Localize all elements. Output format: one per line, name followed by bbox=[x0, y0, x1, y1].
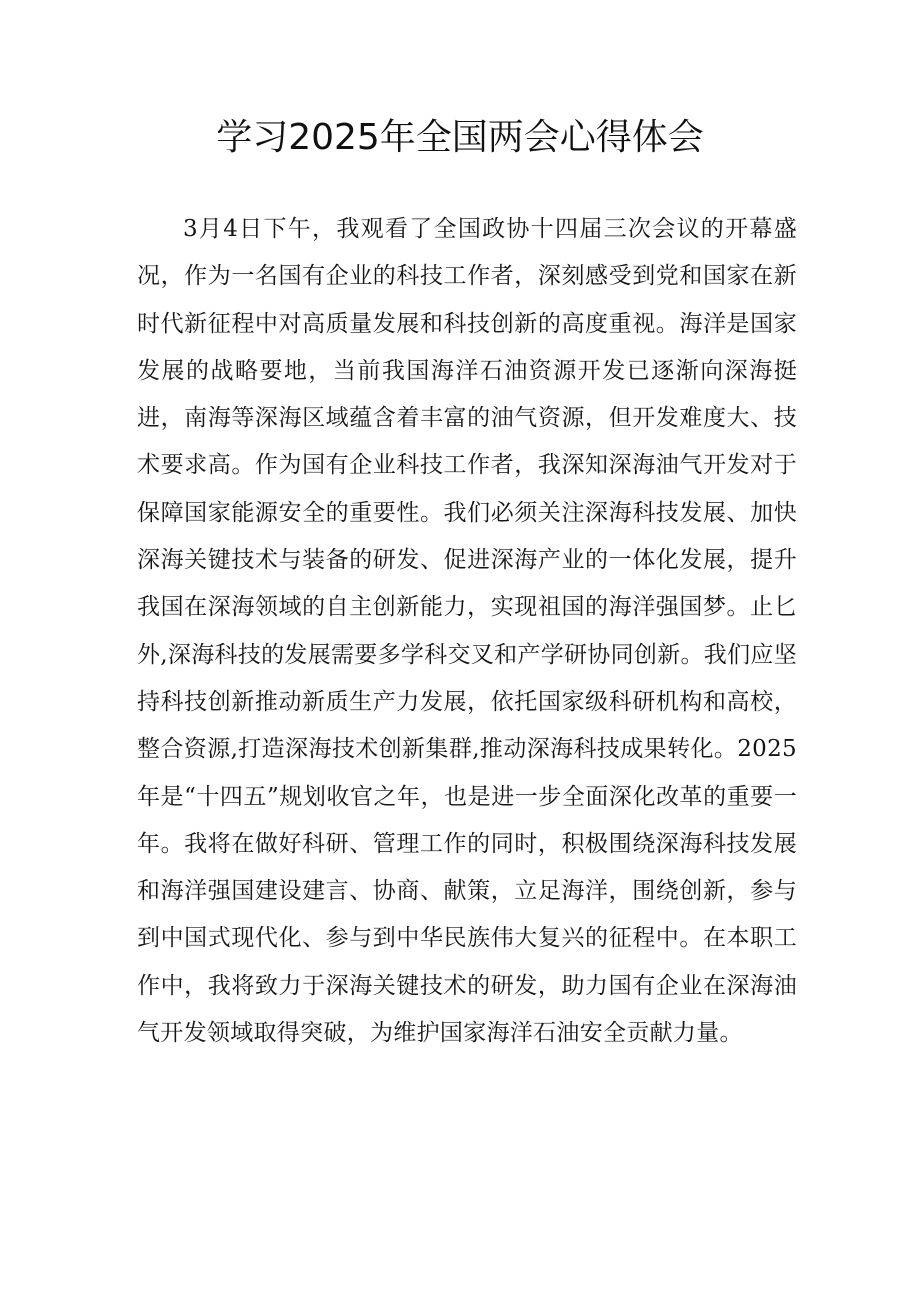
document-title: 学习2025年全国两会心得体会 bbox=[216, 117, 704, 158]
body-paragraph: 3月4日下午，我观看了全国政协十四届三次会议的开幕盛况，作为一名国有企业的科技工作者，深刻感受到党和国家在新时代新征程中对高质量发展和科技创新的高度重视。海洋是国家发展的战略要地，当前我国海洋石油资源开发已逐渐向深海挺进，南海等深海区域蕴含着丰富的油气资源，但开发难度大、技术要求高。作为国有企业科技工作者，我深知深海油气开发对于保障国家能源安全的重要性。我们必须关注深海科技发展、加快深海关键技术与装备的研发、促进深海产业的一体化发展，提升我国在深海领域的自主创新能力，实现祖国的海洋强国梦。止匕外,深海科技的发展需要多学科交叉和产学研协同创新。我们应坚持科技创新推动新质生产力发展，依托国家级科研机构和高校，整合资源,打造深海技术创新集群,推动深海科技成果转化。2025年是“十四五”规划收官之年，也是进一步全面深化改革的重要一年。我将在做好科研、管理工作的同时，积极围绕深海科技发展和海洋强国建设建言、协商、献策，立足海洋，围绕创新，参与到中国式现代化、参与到中华民族伟大复兴的征程中。在本职工作中，我将致力于深海关键技术的研发，助力国有企业在深海油气开发领域取得突破，为维护国家海洋石油安全贡献力量。 bbox=[137, 216, 798, 1047]
